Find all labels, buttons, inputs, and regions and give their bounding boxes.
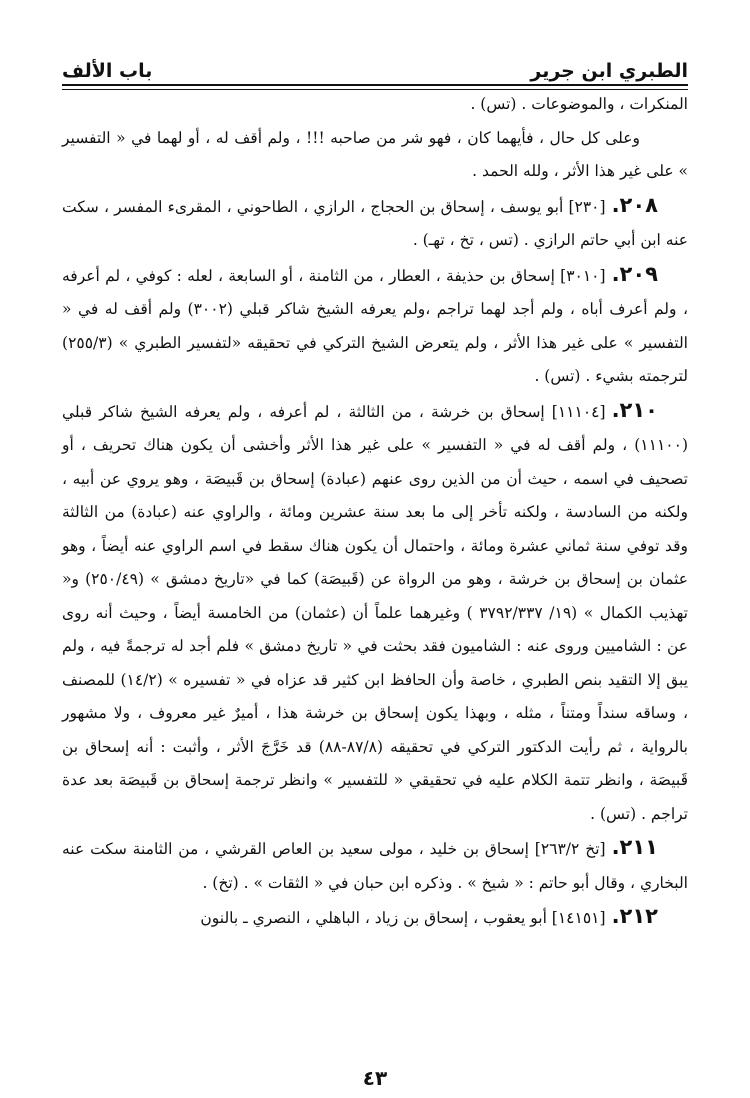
entry-text: [٣٠١٠] إسحاق بن حذيفة ، العطار ، من الثامنة ، أو السابعة ، لعله : كوفي ، لم أعرفه ، ولم أعرف أباه ، ولم أجد لهما تراجم ،ولم يعرفه الشيخ شاكر قبلي (٣٠٠٢) ولم أقف له في « التفسير » على غير هذا الأثر ، ولم يتعرض الشيخ التركي في تحقيقه «لتفسير الطبري » (٢٥٥/٣) لترجمته بشيء . (تس) . [62,266,688,385]
running-header [62,40,688,82]
entry-number: ٢١١. [611,835,658,859]
entry-209 [62,258,688,394]
header-chapter-title: باب الألف [62,60,153,82]
entry-number: ٢٠٨. [611,192,658,217]
entry-208 [62,189,688,258]
entry-212 [62,900,688,936]
entry-211 [62,831,688,900]
paragraph: المنكرات ، والموضوعات . (تس) . [470,95,688,113]
entry-number: ٢١٠. [611,397,658,422]
header-book-title: الطبري ابن جرير [530,60,688,82]
entry-text: [تخ ٢٦٣/٢] إسحاق بن خليد ، مولى سعيد بن العاص القرشي ، من الثامنة سكت عنه البخاري ، وقال أبو حاتم : « شيخ » . وذكره ابن حبان في « الثقات » . (تخ) . [62,840,688,892]
entry-text: [٢٣٠] أبو يوسف ، إسحاق بن الحجاج ، الرازي ، الطاحوني ، المقرىء المفسر ، سكت عنه ابن أبي حاتم الرازي . (تس ، تخ ، تهـ) . [62,197,688,249]
entry-number: ٢٠٩. [611,261,658,286]
page-number: ٤٣ [362,1066,388,1090]
entry-number: ٢١٢. [611,904,658,928]
paragraph: وعلى كل حال ، فأيهما كان ، فهو شر من صاحبه !!! ، ولم أقف له ، أو لهما في « التفسير » على غير هذا الأثر ، ولله الحمد . [62,128,688,180]
page-body [62,88,688,936]
entry-text: [١١١٠٤] إسحاق بن خرشة ، من الثالثة ، لم أعرفه ، ولم يعرفه الشيخ شاكر قبلي (١١١٠٠) ، ولم أقف له في « التفسير » على غير هذا الأثر وأخشى أن يكون هناك تحريف ، أو تصحيف في اسمه ، حيث أن من الذين روى عنهم (عبادة) إسحاق بن قَبيصَة ، وهو يروي عن أبيه ، ولكنه من السادسة ، ولكنه تأخر إلى ما بعد سنة عشرين ومائة ، والراوي عنه (عبادة) من الثالثة وقد توفي سنة ثماني عشرة ومائة ، واحتمال أن يكون هناك سقط في اسم الراوي عنه أيضاً ، وهو عثمان بن إسحاق بن خرشة ، وهو من الرواة عن (قَبيصَة) كما في «تاريخ دمشق » (٢٥٠/٤٩) و« تهذيب الكمال » (١٩/ ٣٧٩٢/٣٣٧ ) وغيرهما علماً أن (عثمان) من الخامسة أيضاً ، وحيث أنه روى عن : الشاميين وروى عنه : الشاميون فقد بحثت في « تاريخ دمشق » فلم أجد له ترجمةً فيه ، ولم يبق إلا التقيد بنص الطبري ، خاصة وأن الحافظ ابن كثير قد عزاه في « تفسيره » (١٤/٢) للمصنف ، وساقه سنداً ومتناً ، مثله ، وبهذا يكون إسحاق بن خرشة هذا ، أميرٌ غير معروف ، ولا مشهور بالرواية ، ثم رأيت الدكتور التركي في تحقيقه (٨٧/٨-٨٨) قد خَرَّجَ الأثر ، وأثبت : أنه إسحاق بن قَبيصَة ، وانظر تتمة الكلام عليه في تحقيقي « للتفسير » وانظر ترجمة إسحاق بن قَبيصَة بعد عدة تراجم . (تس) . [62,402,689,823]
entry-210 [62,394,688,832]
entry-text: [١٤١٥١] أبو يعقوب ، إسحاق بن زياد ، الباهلي ، النصري ـ بالنون [200,909,606,927]
